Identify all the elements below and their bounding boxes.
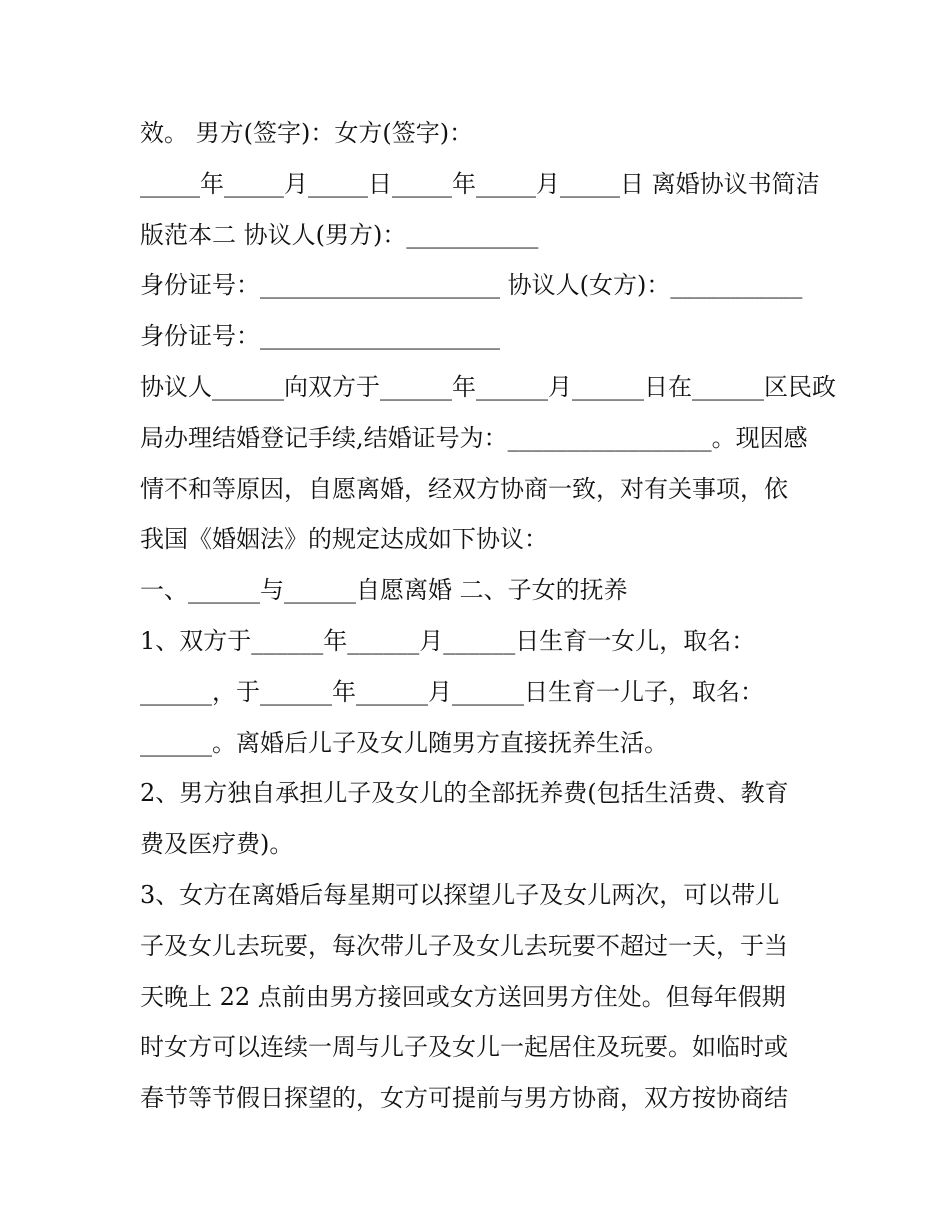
text-line: 情不和等原因，自愿离婚，经双方协商一致，对有关事项，依	[140, 474, 788, 503]
text-line: 身份证号：____________________	[140, 322, 500, 351]
text-line: 局办理结婚登记手续,结婚证号为：_________________。现因感	[140, 423, 808, 452]
text-line: 2、男方独自承担儿子及女儿的全部抚养费(包括生活费、教育	[140, 779, 789, 808]
text-line: 1、双方于______年______月______日生育一女儿，取名：	[140, 626, 756, 655]
text-line: _____年_____月_____日_____年_____月_____日 离婚协议书简洁	[140, 169, 820, 198]
text-line: 3、女方在离婚后每星期可以探望儿子及女儿两次，可以带儿	[140, 880, 780, 909]
text-line: ______。离婚后儿子及女儿随男方直接抚养生活。	[140, 728, 668, 757]
text-line: 时女方可以连续一周与儿子及女儿一起居住及玩要。如临时或	[140, 1033, 788, 1062]
text-line: ______，于______年______月______日生育一儿子，取名：	[140, 677, 764, 706]
text-line: 效。 男方(签字)：女方(签字)：	[140, 119, 474, 147]
text-line: 春节等节假日探望的，女方可提前与男方协商，双方按协商结	[140, 1084, 788, 1113]
text-line: 天晚上 22 点前由男方接回或女方送回男方住处。但每年假期	[140, 982, 786, 1011]
text-line: 身份证号：____________________ 协议人(女方)：___________	[140, 271, 803, 300]
document-body	[140, 108, 836, 1124]
text-line: 我国《婚姻法》的规定达成如下协议：	[140, 525, 548, 554]
text-line: 费及医疗费)。	[140, 830, 294, 859]
text-line: 一、______与______自愿离婚 二、子女的抚养	[140, 576, 628, 605]
text-line: 子及女儿去玩要，每次带儿子及女儿去玩要不超过一天，于当	[140, 931, 788, 960]
text-line: 协议人______向双方于______年______月______日在______区民政	[140, 372, 836, 401]
text-line: 版范本二 协议人(男方)：___________	[140, 220, 539, 249]
